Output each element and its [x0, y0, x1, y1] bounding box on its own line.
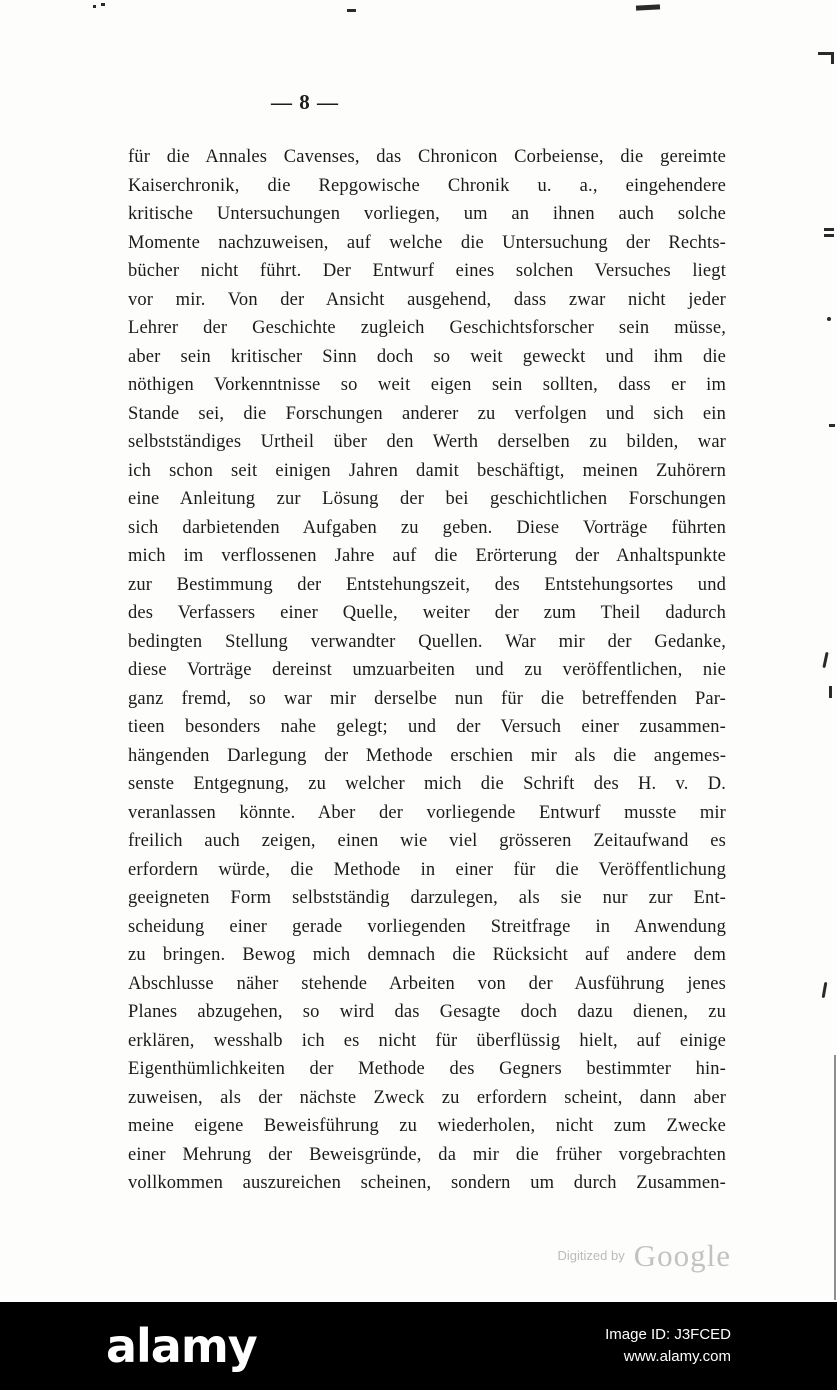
scan-artifact [829, 686, 832, 698]
text-line: erfordern würde, die Methode in einer für die Veröffentlichung [128, 859, 726, 880]
text-line: eine Anleitung zur Lösung der bei geschichtlichen Forschungen [128, 489, 726, 509]
alamy-logo: alamy [106, 1319, 257, 1373]
scan-artifact [834, 1055, 836, 1300]
text-line: erklären, wesshalb ich es nicht für überflüssig hielt, auf einige [128, 1030, 726, 1051]
text-line: zu bringen. Bewog mich demnach die Rücksicht auf andere dem [128, 945, 726, 965]
text-line: Eigenthümlichkeiten der Methode des Gegners bestimmter hin- [128, 1059, 726, 1079]
text-line: Abschlusse näher stehende Arbeiten von der Ausführung jenes [128, 973, 726, 994]
digitized-by-label: Digitized by [557, 1248, 625, 1263]
google-logo: Google [633, 1238, 731, 1273]
text-line: ganz fremd, so war mir derselbe nun für die betreffenden Par- [128, 688, 726, 709]
scan-artifact [827, 317, 831, 321]
text-line: ich schon seit einigen Jahren damit beschäftigt, meinen Zuhörern [128, 460, 726, 481]
text-line: selbstständiges Urtheil über den Werth derselben zu bilden, war [128, 432, 726, 452]
text-line: tieen besonders nahe gelegt; und der Versuch einer zusammen- [128, 717, 726, 737]
scan-artifact [822, 982, 828, 998]
scan-artifact [829, 424, 835, 427]
text-line: freilich auch zeigen, einen wie viel grösseren Zeitaufwand es [128, 831, 726, 851]
scan-artifact [831, 52, 834, 64]
text-line: nöthigen Vorkenntnisse so weit eigen sein sollten, dass er im [128, 375, 726, 395]
scan-artifact [824, 234, 834, 237]
footer-info [605, 1324, 731, 1368]
text-line: einer Mehrung der Beweisgründe, da mir die früher vorgebrachten [128, 1144, 726, 1165]
text-line: geeigneten Form selbstständig darzulegen, als sie nur zur Ent- [128, 888, 726, 908]
text-line: senste Entgegnung, zu welcher mich die Schrift des H. v. D. [128, 774, 726, 794]
page-number: — 8 — [271, 90, 339, 114]
digitized-watermark [0, 1238, 731, 1274]
text-line: Planes abzugehen, so wird das Gesagte doch dazu dienen, zu [128, 1002, 726, 1022]
text-line: Kaiserchronik, die Repgowische Chronik u. a., eingehendere [128, 175, 726, 196]
text-line: vollkommen auszureichen scheinen, sondern um durch Zusammen- [128, 1173, 726, 1193]
text-line: scheidung einer gerade vorliegenden Streitfrage in Anwendung [128, 916, 726, 937]
footer-bar [0, 1302, 837, 1390]
text-line: hängenden Darlegung der Methode erschien mir als die angemes- [128, 745, 726, 766]
scan-artifact [347, 9, 356, 12]
text-line: aber sein kritischer Sinn doch so weit geweckt und ihm die [128, 346, 726, 367]
scan-artifact [636, 4, 660, 10]
scan-artifact [93, 5, 96, 8]
text-line: Lehrer der Geschichte zugleich Geschichtsforscher sein müsse, [128, 318, 726, 338]
text-line: meine eigene Beweisführung zu wiederholen, nicht zum Zwecke [128, 1116, 726, 1136]
text-line: für die Annales Cavenses, das Chronicon Corbeiense, die gereimte [128, 147, 726, 167]
scan-artifact [822, 652, 828, 668]
text-line: zuweisen, als der nächste Zweck zu erfordern scheint, dann aber [128, 1087, 726, 1108]
text-line: Momente nachzuweisen, auf welche die Untersuchung der Rechts- [128, 232, 726, 253]
text-line: Stande sei, die Forschungen anderer zu verfolgen und sich ein [128, 403, 726, 424]
image-id-label: Image ID: J3FCED [605, 1326, 731, 1343]
text-line: bücher nicht führt. Der Entwurf eines solchen Versuches liegt [128, 261, 726, 281]
text-line: bedingten Stellung verwandter Quellen. War mir der Gedanke, [128, 631, 726, 652]
body-text [128, 143, 726, 1198]
text-line: veranlassen könnte. Aber der vorliegende Entwurf musste mir [128, 802, 726, 823]
text-line: diese Vorträge dereinst umzuarbeiten und zu veröffentlichen, nie [128, 660, 726, 680]
text-line: sich darbietenden Aufgaben zu geben. Diese Vorträge führten [128, 517, 726, 538]
text-line: mich im verflossenen Jahre auf die Erörterung der Anhaltspunkte [128, 546, 726, 566]
scan-artifact [824, 228, 834, 231]
alamy-url: www.alamy.com [623, 1348, 731, 1365]
text-line: kritische Untersuchungen vorliegen, um an ihnen auch solche [128, 204, 726, 224]
scan-artifact [101, 3, 105, 6]
text-line: des Verfassers einer Quelle, weiter der zum Theil dadurch [128, 603, 726, 623]
text-line: zur Bestimmung der Entstehungszeit, des Entstehungsortes und [128, 574, 726, 595]
text-line: vor mir. Von der Ansicht ausgehend, dass zwar nicht jeder [128, 289, 726, 310]
